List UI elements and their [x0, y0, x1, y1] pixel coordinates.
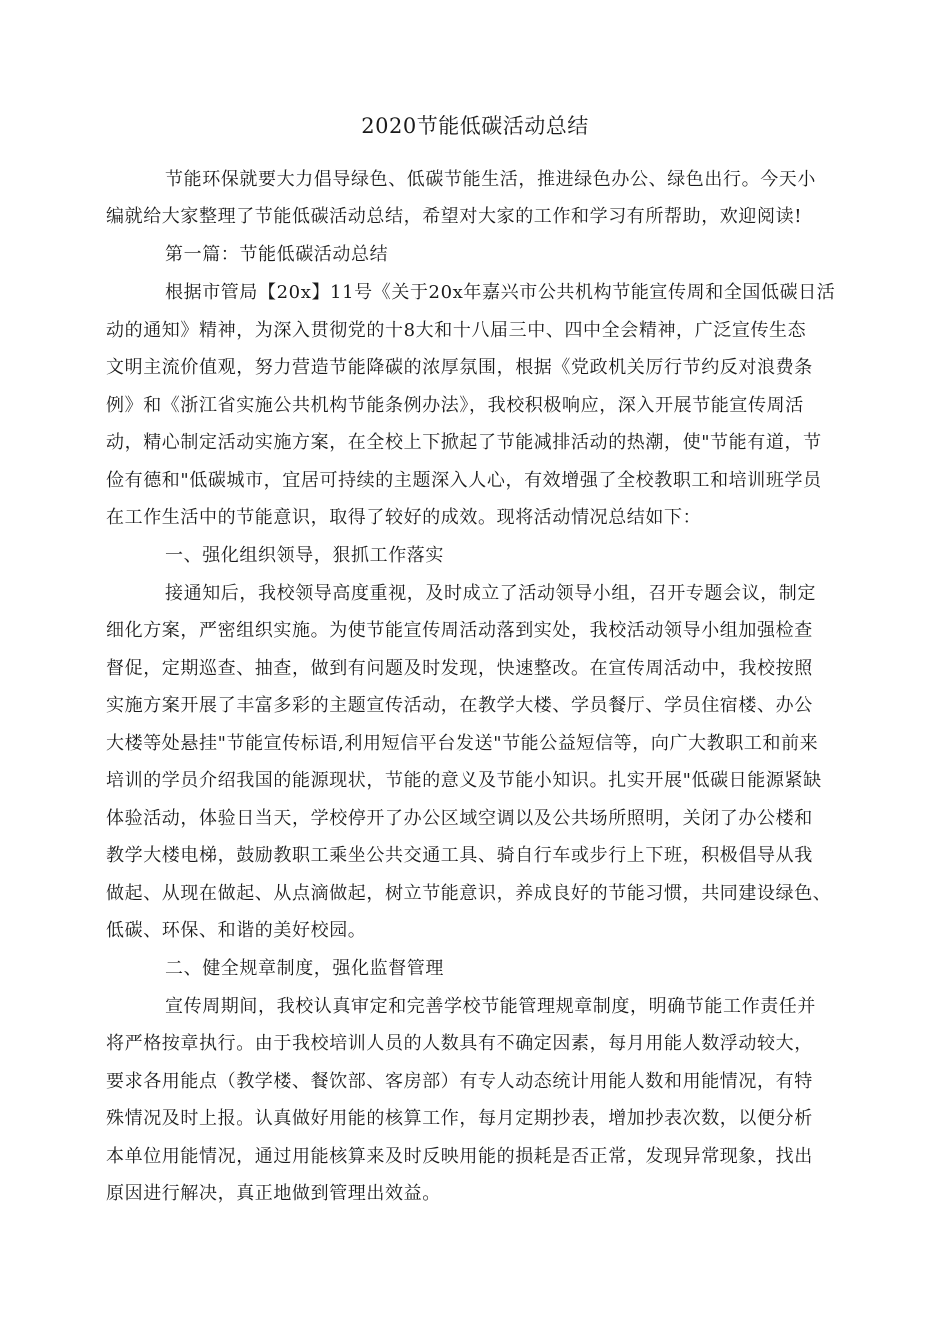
section-heading: 第一篇：节能低碳活动总结 [165, 244, 389, 265]
paragraph-line: 动的通知》精神，为深入贯彻党的十8大和十八届三中、四中全会精神，广泛宣传生态 [106, 320, 807, 341]
document-title: 2020节能低碳活动总结 [361, 114, 589, 138]
paragraph-line: 例》和《浙江省实施公共机构节能条例办法》，我校积极响应，深入开展节能宣传周活 [106, 395, 804, 416]
paragraph-line: 俭有德和"低碳城市，宜居可持续的主题深入人心，有效增强了全校教职工和培训班学员 [106, 470, 822, 491]
paragraph-line: 将严格按章执行。由于我校培训人员的人数具有不确定因素，每月用能人数浮动较大， [106, 1033, 813, 1054]
paragraph-line: 教学大楼电梯，鼓励教职工乘坐公共交通工具、骑自行车或步行上下班，积极倡导从我 [106, 845, 813, 866]
paragraph-line: 原因进行解决，真正地做到管理出效益。 [106, 1183, 441, 1204]
paragraph-line: 大楼等处悬挂"节能宣传标语,利用短信平台发送"节能公益短信等，向广大教职工和前来 [106, 733, 819, 754]
paragraph-line: 培训的学员介绍我国的能源现状，节能的意义及节能小知识。扎实开展"低碳日能源紧缺 [106, 770, 822, 791]
paragraph-line: 接通知后，我校领导高度重视，及时成立了活动领导小组，召开专题会议，制定 [165, 583, 816, 604]
paragraph-line: 文明主流价值观，努力营造节能降碳的浓厚氛围，根据《党政机关厉行节约反对浪费条 [106, 357, 813, 378]
paragraph-line: 宣传周期间，我校认真审定和完善学校节能管理规章制度，明确节能工作责任并 [165, 996, 816, 1017]
paragraph-line: 细化方案，严密组织实施。为使节能宣传周活动落到实处，我校活动领导小组加强检查 [106, 620, 813, 641]
paragraph-line: 督促，定期巡查、抽查，做到有问题及时发现，快速整改。在宣传周活动中，我校按照 [106, 658, 813, 679]
section-heading: 一、强化组织领导，狠抓工作落实 [165, 545, 444, 566]
paragraph-line: 做起、从现在做起、从点滴做起，树立节能意识，养成良好的节能习惯，共同建设绿色、 [106, 883, 832, 904]
paragraph-line: 体验活动，体验日当天，学校停开了办公区域空调以及公共场所照明，关闭了办公楼和 [106, 808, 813, 829]
paragraph-line: 节能环保就要大力倡导绿色、低碳节能生活，推进绿色办公、绿色出行。今天小 [165, 169, 816, 190]
paragraph-line: 要求各用能点（教学楼、餐饮部、客房部）有专人动态统计用能人数和用能情况，有特 [106, 1071, 813, 1092]
paragraph-line: 本单位用能情况，通过用能核算来及时反映用能的损耗是否正常，发现异常现象，找出 [106, 1146, 813, 1167]
section-heading: 二、健全规章制度，强化监督管理 [165, 958, 444, 979]
paragraph-line: 殊情况及时上报。认真做好用能的核算工作，每月定期抄表，增加抄表次数，以便分析 [106, 1108, 813, 1129]
paragraph-line: 编就给大家整理了节能低碳活动总结，希望对大家的工作和学习有所帮助，欢迎阅读! [106, 206, 803, 227]
paragraph-line: 根据市管局【20x】11号《关于20x年嘉兴市公共机构节能宣传周和全国低碳日活 [165, 282, 836, 303]
paragraph-line: 低碳、环保、和谐的美好校园。 [106, 920, 367, 941]
paragraph-line: 动，精心制定活动实施方案，在全校上下掀起了节能减排活动的热潮，使"节能有道，节 [106, 432, 822, 453]
paragraph-line: 实施方案开展了丰富多彩的主题宣传活动，在教学大楼、学员餐厅、学员住宿楼、办公 [106, 695, 813, 716]
paragraph-line: 在工作生活中的节能意识，取得了较好的成效。现将活动情况总结如下： [106, 507, 702, 528]
